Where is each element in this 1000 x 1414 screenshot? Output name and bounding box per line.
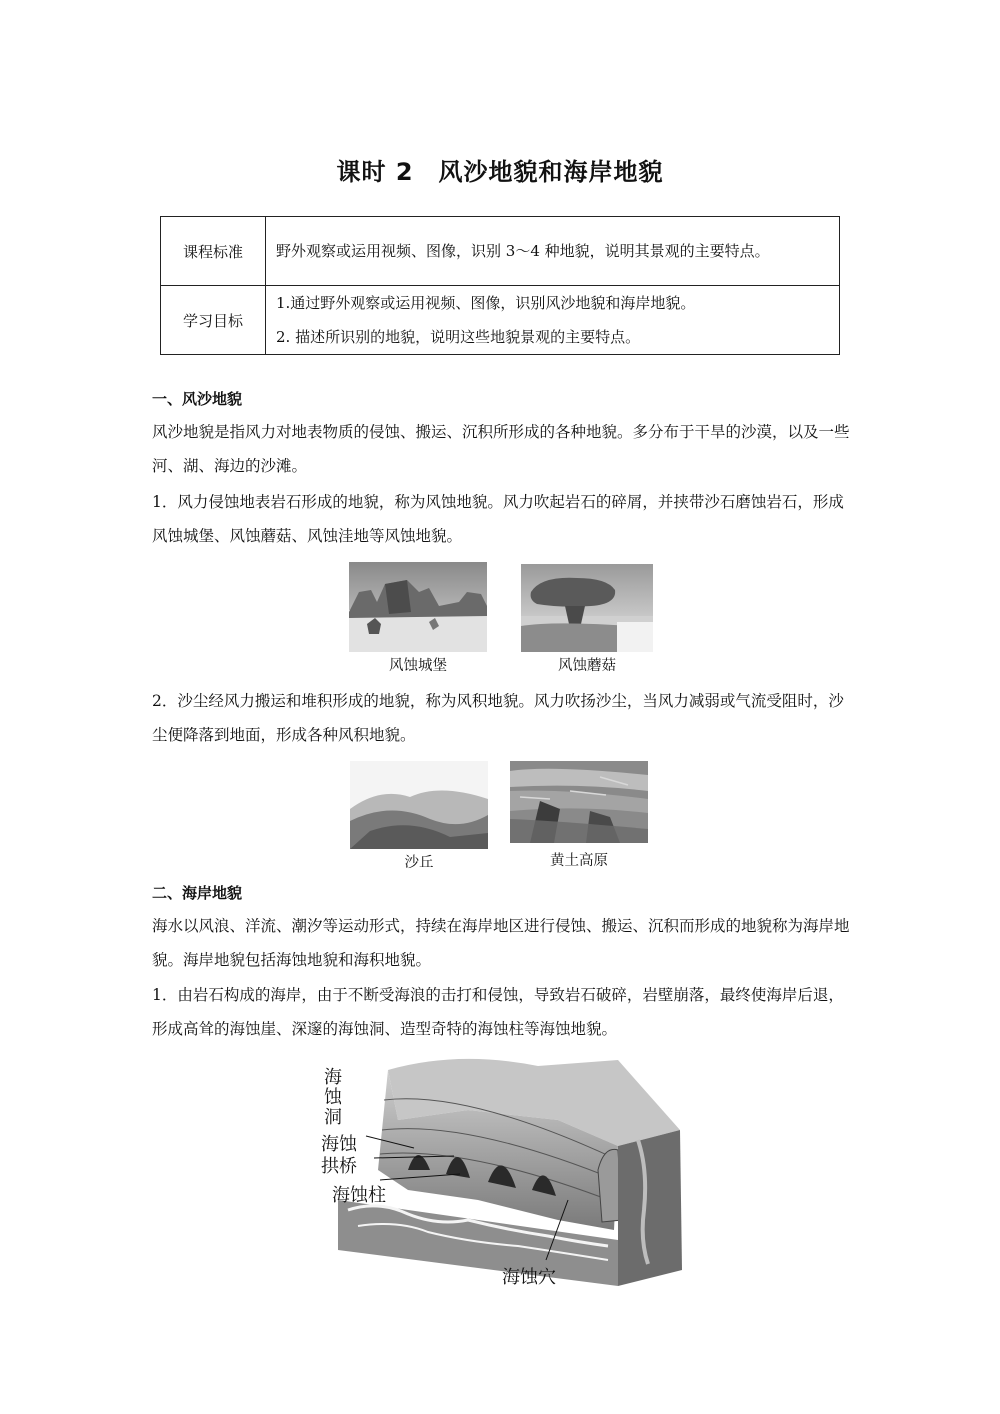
section-heading: 二、海岸地貌 — [152, 884, 243, 902]
label-sea-stack: 海蚀柱 — [332, 1185, 386, 1206]
page-title: 课时 2 风沙地貌和海岸地貌 — [336, 158, 664, 186]
photo-wind-erosion-castle — [349, 562, 487, 652]
photo-wind-erosion-mushroom — [521, 564, 653, 652]
photo-sand-dune — [350, 761, 488, 849]
figure-caption: 沙丘 — [404, 855, 434, 871]
goal-line: 2. 描述所识别的地貌，说明这些地貌景观的主要特点。 — [276, 328, 641, 346]
row-key: 课程标准 — [161, 217, 266, 286]
diagram-sea-erosion — [318, 1050, 688, 1290]
paragraph: 1．风力侵蚀地表岩石形成的地貌，称为风蚀地貌。风力吹起岩石的碎屑，并挟带沙石磨蚀岩石，形成风蚀城堡、风蚀蘑菇、风蚀洼地等风蚀地貌。 — [152, 493, 844, 545]
paragraph: 2．沙尘经风力搬运和堆积形成的地貌，称为风积地貌。风力吹扬沙尘，当风力减弱或气流受阻时，沙尘便降落到地面，形成各种风积地貌。 — [152, 692, 844, 744]
table-row — [161, 286, 840, 355]
paragraph: 1．由岩石构成的海岸，由于不断受海浪的击打和侵蚀，导致岩石破碎，岩壁崩落，最终使海岸后退，形成高耸的海蚀崖、深邃的海蚀洞、造型奇特的海蚀柱等海蚀地貌。 — [152, 986, 844, 1038]
row-value — [266, 286, 840, 355]
paragraph: 风沙地貌是指风力对地表物质的侵蚀、搬运、沉积所形成的各种地貌。多分布于干旱的沙漠，以及一些河、湖、海边的沙滩。 — [152, 423, 850, 475]
row-key: 学习目标 — [161, 286, 266, 355]
label-sea-arch: 海蚀 拱桥 — [321, 1134, 357, 1177]
photo-loess-plateau — [510, 761, 648, 843]
label-sea-notch: 海蚀穴 — [502, 1267, 556, 1288]
figure-caption: 风蚀蘑菇 — [558, 658, 616, 674]
label-sea-cave: 海 蚀 洞 — [324, 1067, 342, 1128]
figure-caption: 风蚀城堡 — [389, 658, 447, 674]
section-heading: 一、风沙地貌 — [152, 390, 243, 408]
figure-caption: 黄土高原 — [550, 853, 608, 869]
table-row — [161, 217, 840, 286]
paragraph: 海水以风浪、洋流、潮汐等运动形式，持续在海岸地区进行侵蚀、搬运、沉积而形成的地貌称为海岸地貌。海岸地貌包括海蚀地貌和海积地貌。 — [152, 917, 850, 969]
standards-table — [160, 216, 840, 355]
goal-line: 1.通过野外观察或运用视频、图像，识别风沙地貌和海岸地貌。 — [276, 294, 696, 312]
row-value: 野外观察或运用视频、图像，识别 3～4 种地貌，说明其景观的主要特点。 — [266, 217, 840, 286]
